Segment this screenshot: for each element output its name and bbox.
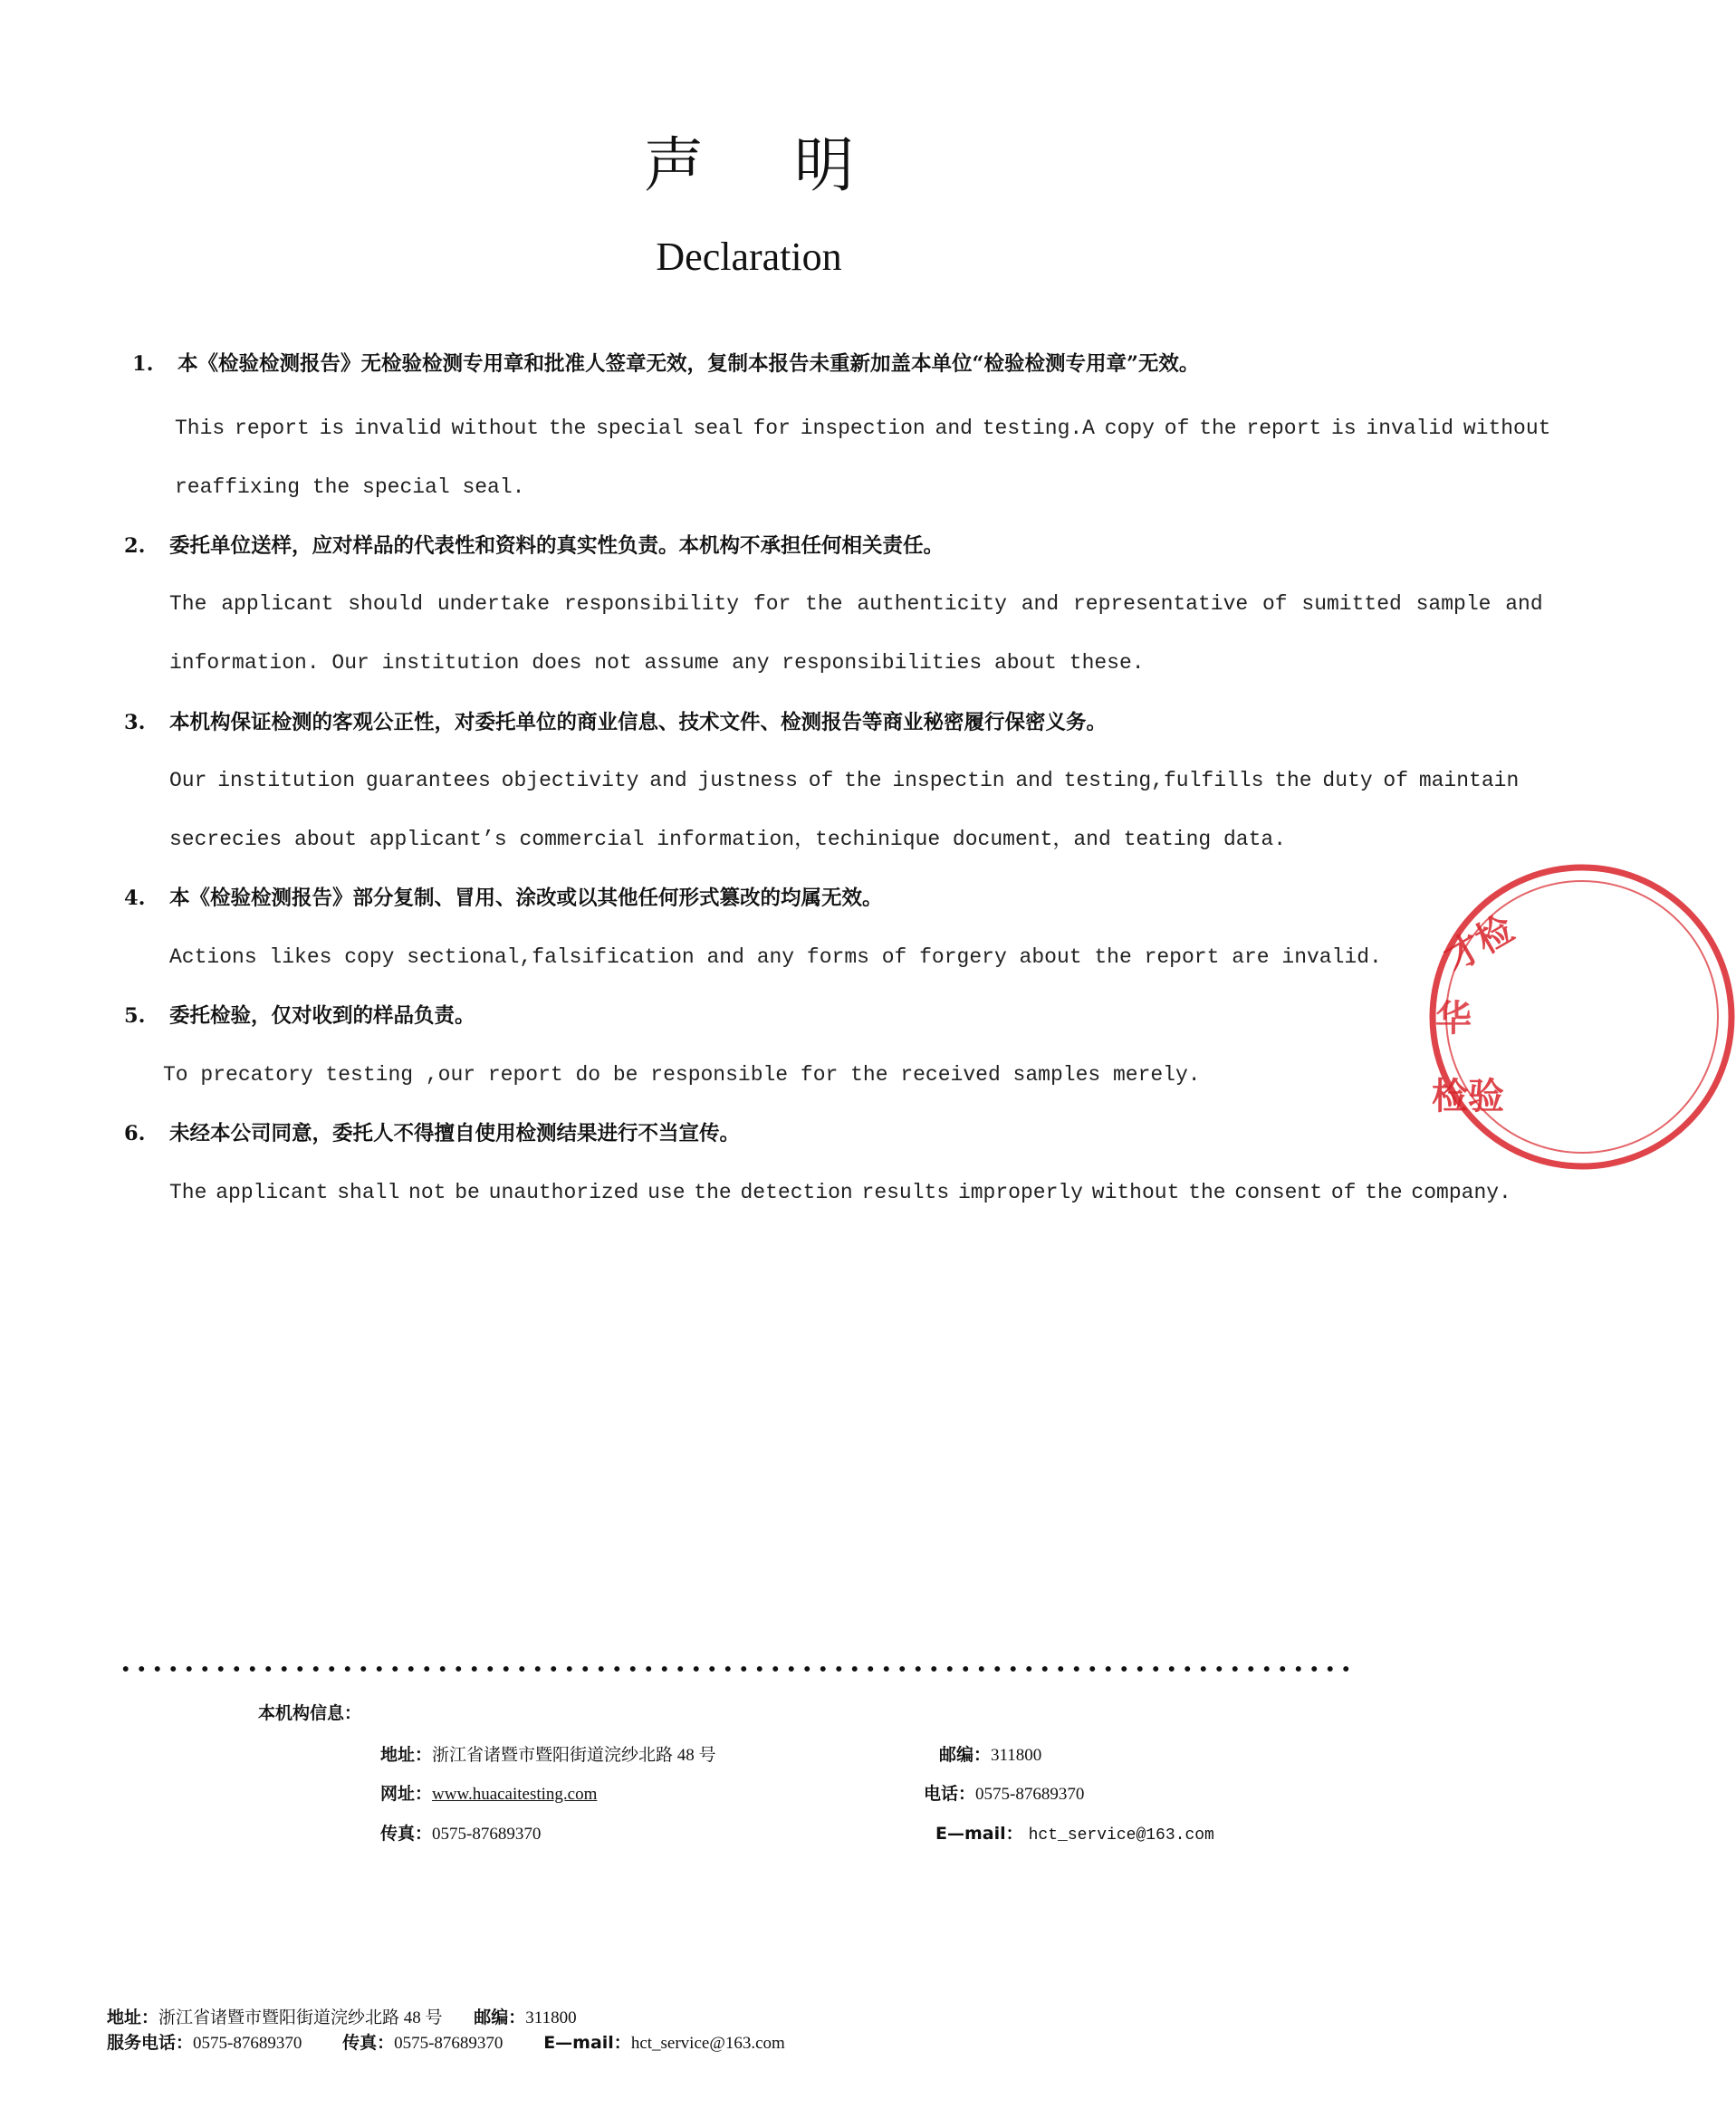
info-email <box>935 1820 1214 1845</box>
page-title-english: Declaration <box>656 235 842 279</box>
footer-fax-label: 传真： <box>342 2033 395 2053</box>
fax-label: 传真： <box>380 1824 433 1844</box>
item-text-english-line: Actions likes copy sectional,falsification and any forms of forgery about the report are invalid. <box>169 945 1382 969</box>
item-text-english-line: The applicant should undertake responsibility for the authenticity and representative of sumitted sample and <box>169 592 1543 616</box>
item-text-chinese: 委托单位送样，应对样品的代表性和资料的真实性负责。本机构不承担任何相关责任。 <box>169 534 945 558</box>
item-number: 3. <box>124 711 146 734</box>
address-value: 浙江省诸暨市暨阳街道浣纱北路 48 号 <box>432 1746 716 1765</box>
item-text-chinese: 本《检验检测报告》部分复制、冒用、涂改或以其他任何形式篡改的均属无效。 <box>169 886 883 910</box>
declaration-item-4 <box>124 884 883 913</box>
svg-text:检验: 检验 <box>1432 1076 1504 1117</box>
item-text-english-line: Our institution guarantees objectivity and justness of the inspectin and testing,fulfills the duty of maintain <box>169 769 1520 792</box>
declaration-item-5 <box>124 1001 475 1030</box>
item-text-english-line: This report is invalid without the special seal for inspection and testing.A copy of the report is invalid without <box>175 417 1551 440</box>
item-text-english-line: secrecies about applicant’s commercial information，techinique document，and teating data. <box>169 828 1286 851</box>
footer-line-1 <box>107 2004 577 2028</box>
item-text-english-line: information. Our institution does not assume any responsibilities about these. <box>169 651 1145 675</box>
footer-service-phone: 0575-87689370 <box>193 2034 302 2053</box>
item-number: 5. <box>124 1004 146 1028</box>
seal-graphic <box>1428 858 1736 1175</box>
declaration-item-6 <box>124 1119 740 1148</box>
item-text-english-line: To precatory testing ,our report do be responsible for the received samples merely. <box>163 1063 1201 1087</box>
info-fax <box>380 1820 541 1845</box>
info-phone <box>924 1780 1084 1805</box>
page-title-chinese: 声明 <box>644 130 945 200</box>
declaration-item-2 <box>124 532 944 561</box>
footer-address-label: 地址： <box>107 2008 159 2027</box>
inspection-seal-stamp <box>1428 858 1521 1175</box>
svg-text:才检: 才检 <box>1437 907 1521 981</box>
item-number: 4. <box>124 886 146 910</box>
email-label: E—mail： <box>935 1824 1023 1844</box>
item-text-chinese: 本《检验检测报告》无检验检测专用章和批准人签章无效，复制本报告未重新加盖本单位“检验检测专用章”无效。 <box>177 352 1200 376</box>
item-text-english-line: reaffixing the special seal. <box>175 475 525 499</box>
fax-value: 0575-87689370 <box>432 1825 542 1844</box>
svg-text:华: 华 <box>1435 998 1472 1040</box>
info-website <box>380 1780 597 1805</box>
email-value: hct_service@163.com <box>1028 1826 1214 1845</box>
postcode-label: 邮编： <box>939 1745 992 1765</box>
info-postcode <box>939 1741 1041 1766</box>
footer-service-phone-label: 服务电话： <box>107 2033 194 2053</box>
dotted-separator <box>118 1660 1349 1678</box>
info-address <box>380 1741 716 1766</box>
item-number: 1. <box>132 352 154 376</box>
address-label: 地址： <box>380 1745 433 1765</box>
item-text-chinese: 委托检验，仅对收到的样品负责。 <box>169 1004 475 1028</box>
footer-line-2 <box>107 2029 785 2054</box>
item-text-chinese: 未经本公司同意，委托人不得擅自使用检测结果进行不当宣传。 <box>169 1122 741 1145</box>
footer-postcode-label: 邮编： <box>474 2008 526 2027</box>
declaration-item-1 <box>132 350 1199 379</box>
website-link[interactable]: www.huacaitesting.com <box>432 1785 598 1804</box>
item-text-english-line: The applicant shall not be unauthorized use the detection results improperly without the consent of the company. <box>169 1181 1511 1204</box>
footer-postcode: 311800 <box>525 2008 577 2027</box>
footer-email-label: E—mail： <box>543 2033 631 2053</box>
footer-email: hct_service@163.com <box>630 2034 785 2053</box>
item-number: 6. <box>124 1122 146 1145</box>
phone-value: 0575-87689370 <box>975 1785 1085 1804</box>
phone-label: 电话： <box>924 1784 976 1804</box>
institution-info-title: 本机构信息： <box>258 1703 362 1723</box>
footer-address: 浙江省诸暨市暨阳街道浣纱北路 48 号 <box>158 2008 443 2027</box>
footer-fax: 0575-87689370 <box>394 2034 504 2053</box>
postcode-value: 311800 <box>991 1746 1042 1765</box>
item-text-chinese: 本机构保证检测的客观公正性，对委托单位的商业信息、技术文件、检测报告等商业秘密履行保密义务。 <box>169 711 1108 734</box>
declaration-item-3 <box>124 708 1107 737</box>
item-number: 2. <box>124 534 146 558</box>
website-label: 网址： <box>380 1784 433 1804</box>
